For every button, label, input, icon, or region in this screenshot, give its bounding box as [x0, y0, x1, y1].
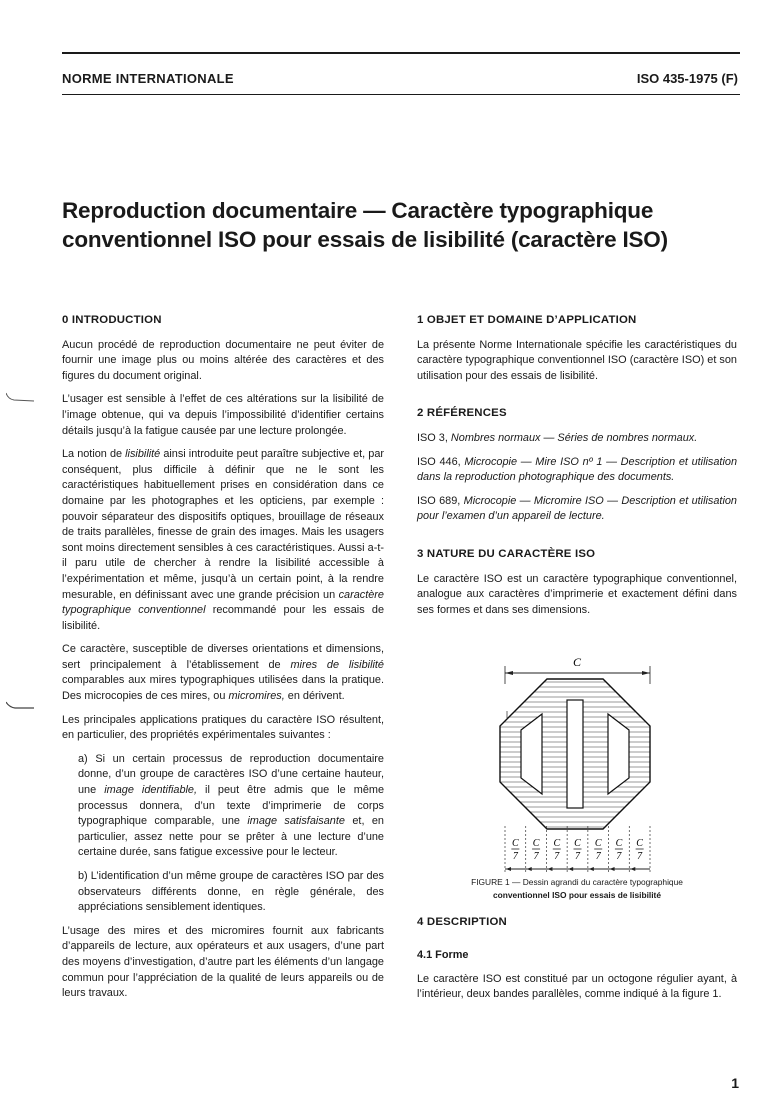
figure-1-iso-character [417, 626, 737, 876]
fraction-denominator: 7 [575, 851, 580, 863]
fraction-denominator: 7 [554, 851, 560, 863]
right-column [417, 313, 737, 1011]
fraction-denominator: 7 [512, 851, 518, 863]
fraction-denominator: 7 [637, 851, 643, 863]
fraction-numerator: C [594, 838, 602, 850]
margin-mark-1 [6, 391, 36, 403]
left-column [62, 313, 384, 1010]
fraction-denominator: 7 [533, 851, 539, 863]
reference-iso-446: ISO 446, Microcopie — Mire ISO nº 1 — Description et utilisation dans la reproduction photographique des documents. [417, 455, 737, 484]
header-rule [62, 94, 740, 95]
document-title [62, 196, 752, 254]
dimension-label-c: C [572, 655, 582, 670]
intro-item-b: b) L’identification d’un même groupe de caractères ISO par des observateurs différents donne, en règle générale, des appréciations sensiblement identiques. [78, 870, 384, 914]
fraction-denominator: 7 [616, 851, 622, 863]
section-4-1-paragraph: Le caractère ISO est constitué par un octogone régulier ayant, à l’intérieur, deux bandes parallèles, comme indiqué à la figure 1. [417, 972, 737, 1001]
fraction-numerator: C [615, 838, 623, 850]
top-rule [62, 52, 740, 54]
intro-paragraph-1: Aucun procédé de reproduction documentaire ne peut éviter de fournir une image plus ou moins altérée des caractères et des figures du document original. [62, 338, 384, 382]
reference-iso-3: ISO 3, Nombres normaux — Séries de nombres normaux. [417, 431, 698, 444]
figure-1-caption: FIGURE 1 — Dessin agrandi du caractère typographique conventionnel ISO pour essais de lisibilité [471, 877, 683, 900]
intro-item-a: a) Si un certain processus de reproduction documentaire donne, d’un groupe de caractères ISO d’une certaine hauteur, une image identifiable, il peut être admis que le même processus donnera, d’un texte d’imprimerie de corps typographique comparable, une image satisfaisante et, en particulier, assez nette pour se prêter à une lecture d’une certaine durée, sans fatigue excessive pour le lecteur. [78, 752, 385, 859]
section-4-heading: 4 DESCRIPTION [417, 916, 507, 929]
fraction-numerator: C [532, 838, 540, 850]
section-3-paragraph: Le caractère ISO est un caractère typographique conventionnel, analogue aux caractères d’imprimerie et exactement défini dans ses formes et dans ses dimensions. [417, 572, 737, 616]
section-0-heading: 0 INTRODUCTION [62, 314, 162, 326]
title-line-1: Reproduction documentaire — Caractère typographique [62, 198, 654, 223]
section-3-heading: 3 NATURE DU CARACTÈRE ISO [417, 547, 596, 560]
intro-paragraph-last: L’usage des mires et des micromires fournit aux fabricants d’appareils de lecture, aux opérateurs et aux usagers, d’une part des moyens d’investigation, d’autre part les éléments d’un langage commun pour l’appréciation de la qualité de leurs appareils ou de leurs travaux. [62, 924, 384, 1000]
fraction-denominator: 7 [595, 851, 601, 863]
section-1-paragraph: La présente Norme Internationale spécifie les caractéristiques du caractère typographique conventionnel ISO (caractère ISO) et son utilisation pour des essais de lisibilité. [417, 338, 737, 382]
section-4-1-heading: 4.1 Forme [417, 948, 469, 961]
intro-paragraph-2: L’usager est sensible à l’effet de ces altérations sur la lisibilité de l’image obtenue, qui va depuis l’impossibilité d’identifier certains détails jusqu’à la fatigue causée par une lecture prolongée. [62, 393, 384, 437]
fraction-numerator: C [553, 838, 561, 850]
margin-mark-2 [6, 700, 36, 712]
division-fractions [506, 838, 644, 871]
page-number: 1 [731, 1075, 739, 1091]
fraction-numerator: C [636, 838, 643, 850]
fraction-numerator: C [574, 838, 581, 850]
iso-character-drawing [417, 626, 737, 876]
section-1-heading: 1 OBJET ET DOMAINE D’APPLICATION [417, 314, 637, 326]
section-2-heading: 2 RÉFÉRENCES [417, 407, 507, 420]
header-standard-type: NORME INTERNATIONALE [62, 71, 234, 86]
reference-iso-689: ISO 689, Microcopie — Micromire ISO — Description et utilisation pour l’examen d’un appareil de lecture. [417, 494, 737, 523]
center-band [567, 700, 583, 808]
intro-paragraph-5: Les principales applications pratiques du caractère ISO résultent, en particulier, des propriétés expérimentales suivantes : [62, 713, 384, 742]
intro-paragraph-3: La notion de lisibilité ainsi introduite peut paraître subjective et, par conséquent, plus difficile à définir que ne le sont les caractéristiques habituellement prises en considération dans ce domaine par les photographes et les opticiens, par exemple : pouvoir séparateur des dispositifs optiques, brouillage de réseaux de traits parallèles, finesse de grain des images. Mais les usagers sont moins directement sensibles à ces caractéristiques. Aussi a-t-il paru utile de chercher à rendre la lisibilité accessible à l’expérimentation et même, jusqu’à un certain point, à la rendre mesurable, en définissant avec une grande précision un caractère typographique conventionnel recommandé pour les essais de lisibilité. [62, 448, 385, 632]
fraction-numerator: C [512, 838, 519, 850]
intro-paragraph-4: Ce caractère, susceptible de diverses orientations et dimensions, sert principalement à l’établissement de mires de lisibilité comparables aux mires typographiques utilisées dans la pratique. Des microcopies de ces mires, ou micromires, en dérivent. [62, 643, 384, 703]
header-standard-number: ISO 435-1975 (F) [636, 71, 738, 86]
title-line-2: conventionnel ISO pour essais de lisibilité (caractère ISO) [62, 227, 668, 252]
